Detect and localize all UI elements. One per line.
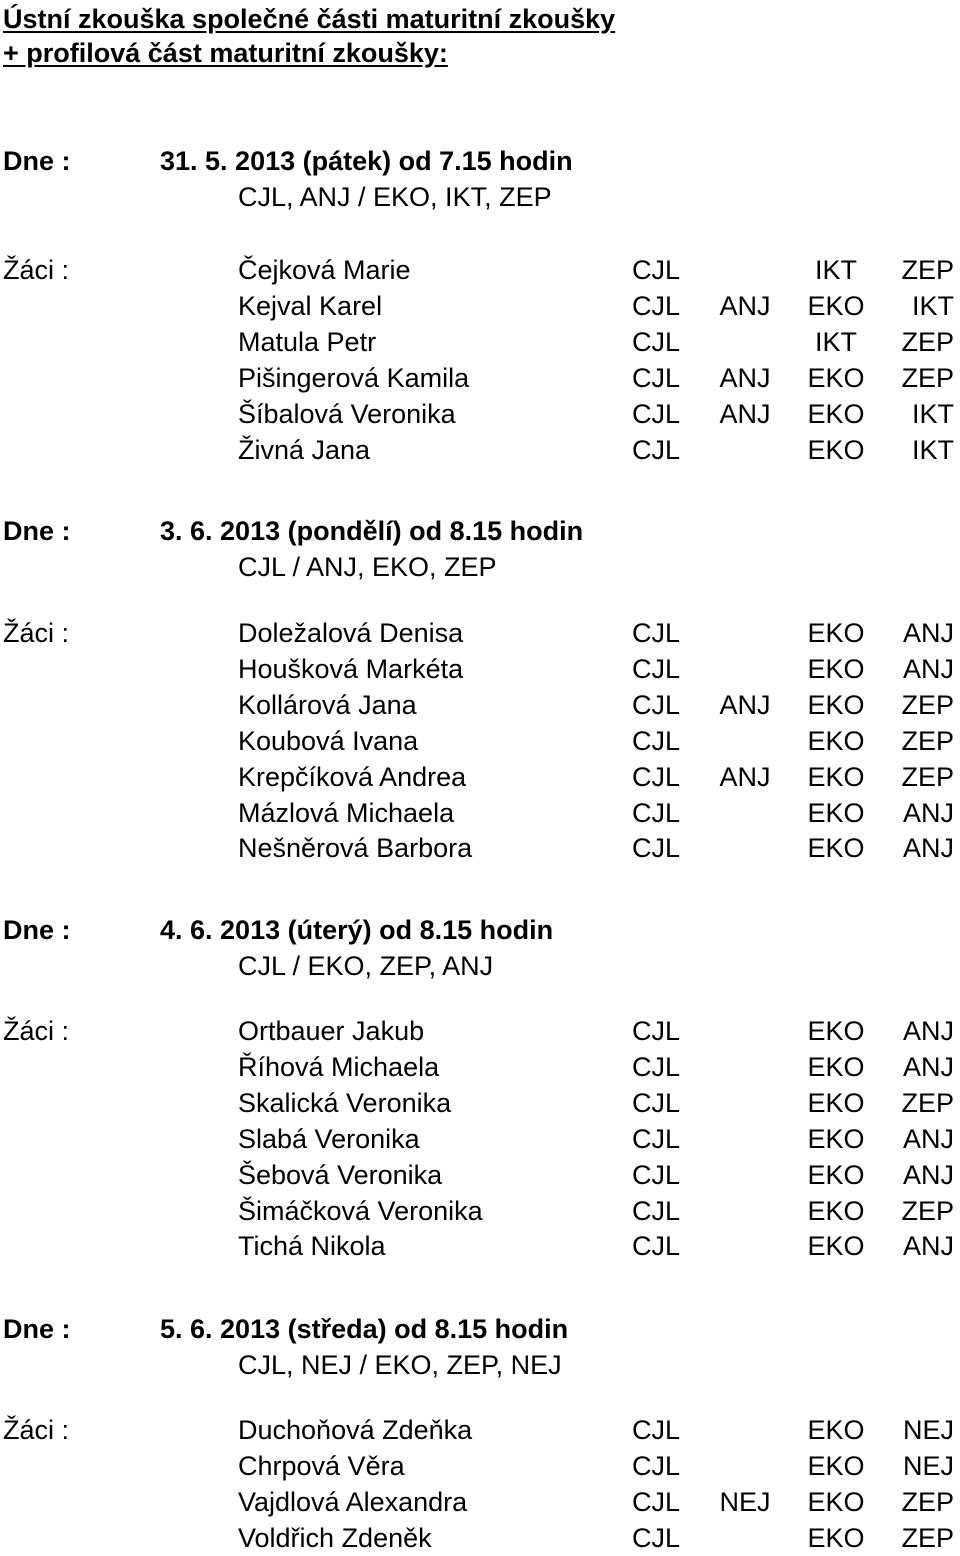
- student-row: [0, 360, 960, 396]
- document-title: [3, 2, 615, 70]
- student-name: Slabá Veronika: [238, 1123, 420, 1154]
- student-name: Pišingerová Kamila: [238, 362, 470, 393]
- subject-4: IKT: [911, 434, 954, 465]
- student-name: Vajdlová Alexandra: [238, 1486, 468, 1517]
- student-name: Ortbauer Jakub: [238, 1016, 425, 1046]
- subject-3: EKO: [807, 618, 865, 648]
- student-name: Říhová Michaela: [238, 1051, 440, 1082]
- subject-4: ZEP: [901, 255, 954, 285]
- subject-1: CJL: [632, 255, 681, 285]
- session-2-zaci-label: Žáci :: [3, 618, 70, 648]
- subject-2: NEJ: [719, 1486, 771, 1517]
- student-row: [0, 795, 960, 831]
- subject-4: ZEP: [901, 761, 954, 792]
- subject-4: ZEP: [901, 1195, 954, 1226]
- student-row: [0, 1193, 960, 1229]
- student-row: [0, 1448, 960, 1484]
- subject-1: CJL: [632, 398, 681, 429]
- subject-3: EKO: [807, 725, 865, 756]
- subject-3: EKO: [807, 1450, 865, 1481]
- subject-2: ANJ: [719, 398, 771, 429]
- student-name: Šebová Veronika: [238, 1159, 443, 1190]
- session-2-dne-label: Dne :: [3, 516, 71, 546]
- session-4-date: 5. 6. 2013 (středa) od 8.15 hodin: [160, 1314, 569, 1344]
- student-row: [0, 396, 960, 432]
- subject-3: EKO: [807, 1159, 865, 1190]
- subject-1: CJL: [632, 1016, 681, 1046]
- subject-1: CJL: [632, 689, 681, 720]
- subject-3: EKO: [807, 1016, 865, 1046]
- subject-3: EKO: [807, 1087, 865, 1118]
- student-name: Doležalová Denisa: [238, 618, 464, 648]
- subject-4: IKT: [911, 290, 954, 321]
- subject-4: ZEP: [901, 725, 954, 756]
- subject-2: ANJ: [719, 761, 771, 792]
- subject-1: CJL: [632, 761, 681, 792]
- student-name: Šimáčková Veronika: [238, 1195, 483, 1226]
- subject-4: ZEP: [901, 362, 954, 393]
- student-row: [0, 1121, 960, 1157]
- student-name: Koubová Ivana: [238, 725, 419, 756]
- subject-1: CJL: [632, 326, 681, 357]
- subject-1: CJL: [632, 1231, 681, 1262]
- student-row: [0, 324, 960, 360]
- student-row: [0, 830, 960, 866]
- session-1-subjects: CJL, ANJ / EKO, IKT, ZEP: [238, 182, 552, 212]
- subject-4: ANJ: [902, 618, 954, 648]
- student-row: [0, 1228, 960, 1264]
- student-name: Živná Jana: [238, 434, 371, 465]
- subject-1: CJL: [632, 725, 681, 756]
- student-row: [0, 1049, 960, 1085]
- subject-4: ANJ: [902, 1231, 954, 1262]
- subject-4: ANJ: [902, 1051, 954, 1082]
- student-name: Chrpová Věra: [238, 1450, 405, 1481]
- session-4-dne-label: Dne :: [3, 1314, 71, 1344]
- subject-4: ANJ: [902, 797, 954, 828]
- subject-3: EKO: [807, 1415, 865, 1445]
- subject-1: CJL: [632, 1087, 681, 1118]
- session-3-date: 4. 6. 2013 (úterý) od 8.15 hodin: [160, 915, 554, 945]
- session-2-date: 3. 6. 2013 (pondělí) od 8.15 hodin: [160, 516, 584, 546]
- subject-3: EKO: [807, 1522, 865, 1553]
- student-row: [0, 1520, 960, 1556]
- session-2-subjects: CJL / ANJ, EKO, ZEP: [238, 552, 497, 582]
- subject-4: NEJ: [902, 1450, 954, 1481]
- subject-4: ANJ: [902, 653, 954, 684]
- subject-3: EKO: [807, 1195, 865, 1226]
- student-name: Čejková Marie: [238, 255, 411, 285]
- subject-2: ANJ: [719, 362, 771, 393]
- student-row: [0, 1157, 960, 1193]
- subject-3: EKO: [807, 1231, 865, 1262]
- subject-1: CJL: [632, 1522, 681, 1553]
- subject-1: CJL: [632, 1159, 681, 1190]
- student-row: [0, 759, 960, 795]
- subject-3: EKO: [807, 362, 865, 393]
- subject-4: ANJ: [902, 1159, 954, 1190]
- subject-1: CJL: [632, 1415, 681, 1445]
- session-3-zaci-label: Žáci :: [3, 1016, 70, 1046]
- subject-4: ANJ: [902, 1123, 954, 1154]
- session-4-subjects: CJL, NEJ / EKO, ZEP, NEJ: [238, 1350, 562, 1380]
- subject-3: EKO: [807, 434, 865, 465]
- student-row: [0, 1085, 960, 1121]
- student-name: Duchoňová Zdeňka: [238, 1415, 473, 1445]
- session-3-subjects: CJL / EKO, ZEP, ANJ: [238, 951, 494, 981]
- subject-1: CJL: [632, 1486, 681, 1517]
- subject-4: ZEP: [901, 326, 954, 357]
- subject-4: ANJ: [902, 833, 954, 864]
- subject-1: CJL: [632, 290, 681, 321]
- subject-3: EKO: [807, 797, 865, 828]
- subject-2: ANJ: [719, 689, 771, 720]
- subject-3: EKO: [807, 653, 865, 684]
- subject-3: EKO: [807, 290, 865, 321]
- subject-3: EKO: [807, 689, 865, 720]
- student-name: Šíbalová Veronika: [238, 398, 456, 429]
- subject-1: CJL: [632, 434, 681, 465]
- subject-3: EKO: [807, 1123, 865, 1154]
- student-name: Matula Petr: [238, 326, 377, 357]
- student-name: Krepčíková Andrea: [238, 761, 467, 792]
- session-4-zaci-label: Žáci :: [3, 1415, 70, 1445]
- student-name: Kejval Karel: [238, 290, 383, 321]
- student-row: [0, 252, 960, 288]
- student-row: [0, 687, 960, 723]
- session-3-dne-label: Dne :: [3, 915, 71, 945]
- student-name: Kollárová Jana: [238, 689, 417, 720]
- session-1-dne-label: Dne :: [3, 146, 71, 176]
- subject-1: CJL: [632, 1051, 681, 1082]
- student-row: [0, 1013, 960, 1049]
- subject-3: EKO: [807, 1051, 865, 1082]
- title-line-2: + profilová část maturitní zkoušky:: [3, 38, 448, 68]
- student-row: [0, 651, 960, 687]
- subject-1: CJL: [632, 618, 681, 648]
- title-line-1: Ústní zkouška společné části maturitní zkoušky: [3, 4, 616, 34]
- student-row: [0, 288, 960, 324]
- subject-4: ZEP: [901, 1522, 954, 1553]
- subject-4: NEJ: [902, 1415, 954, 1445]
- student-name: Nešněrová Barbora: [238, 833, 473, 864]
- subject-1: CJL: [632, 362, 681, 393]
- student-name: Mázlová Michaela: [238, 797, 455, 828]
- student-row: [0, 432, 960, 468]
- student-row: [0, 723, 960, 759]
- subject-1: CJL: [632, 833, 681, 864]
- subject-3: EKO: [807, 398, 865, 429]
- subject-1: CJL: [632, 1123, 681, 1154]
- subject-1: CJL: [632, 653, 681, 684]
- subject-3: IKT: [814, 255, 857, 285]
- student-name: Tichá Nikola: [238, 1231, 386, 1262]
- subject-1: CJL: [632, 1450, 681, 1481]
- subject-4: IKT: [911, 398, 954, 429]
- student-row: [0, 1484, 960, 1520]
- subject-2: ANJ: [719, 290, 771, 321]
- subject-1: CJL: [632, 797, 681, 828]
- student-row: [0, 1412, 960, 1448]
- subject-4: ZEP: [901, 689, 954, 720]
- session-1-zaci-label: Žáci :: [3, 255, 70, 285]
- subject-4: ZEP: [901, 1486, 954, 1517]
- student-name: Voldřich Zdeněk: [238, 1522, 432, 1553]
- subject-1: CJL: [632, 1195, 681, 1226]
- subject-3: EKO: [807, 761, 865, 792]
- subject-3: EKO: [807, 1486, 865, 1517]
- student-name: Houšková Markéta: [238, 653, 464, 684]
- student-row: [0, 615, 960, 651]
- subject-4: ANJ: [902, 1016, 954, 1046]
- subject-3: EKO: [807, 833, 865, 864]
- subject-4: ZEP: [901, 1087, 954, 1118]
- subject-3: IKT: [814, 326, 857, 357]
- student-name: Skalická Veronika: [238, 1087, 452, 1118]
- session-1-date: 31. 5. 2013 (pátek) od 7.15 hodin: [160, 146, 573, 176]
